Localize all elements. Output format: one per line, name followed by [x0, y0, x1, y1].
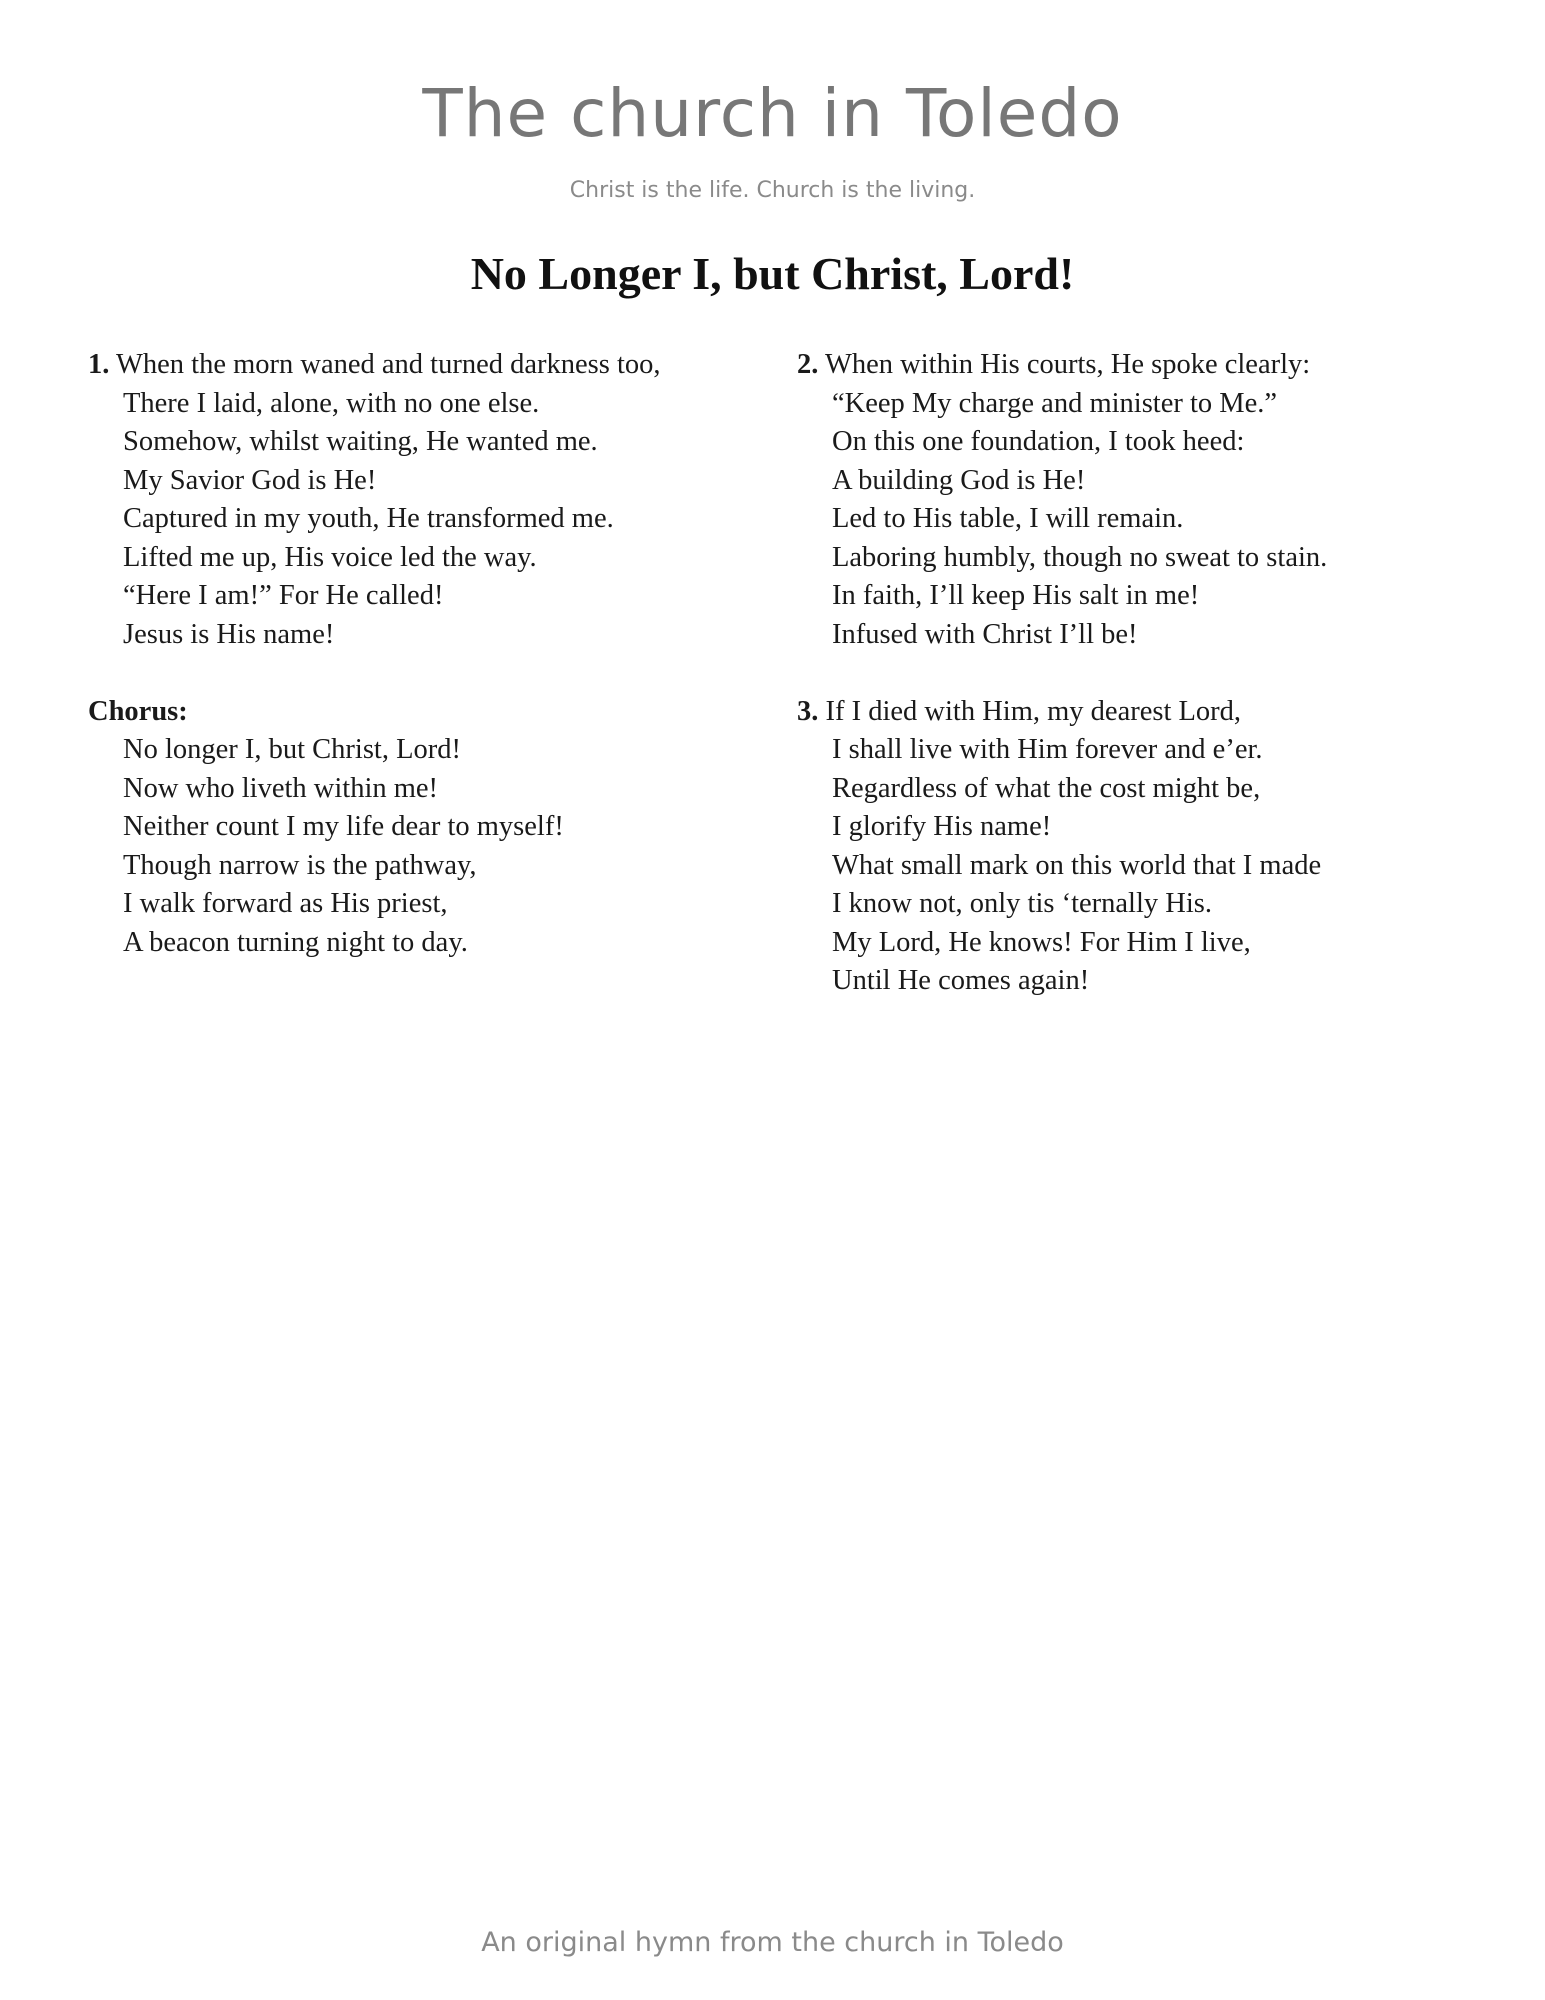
verse-line: Jesus is His name! — [123, 618, 335, 650]
verse-line: When the morn waned and turned darkness too, — [116, 349, 661, 380]
verse-number: 1. — [88, 349, 110, 380]
page-footer: An original hymn from the church in Toledo — [481, 1927, 1064, 1958]
verse-line: When within His courts, He spoke clearly: — [825, 349, 1311, 380]
hymn-title: No Longer I, but Christ, Lord! — [470, 248, 1075, 299]
tagline: Christ is the life. Church is the living. — [569, 178, 976, 203]
verse-line: My Lord, He knows! For Him I live, — [832, 926, 1251, 958]
chorus-line: Though narrow is the pathway, — [123, 849, 477, 881]
verse-line: Laboring humbly, though no sweat to stain. — [832, 541, 1328, 573]
verse-number: 3. — [797, 695, 819, 727]
site-title: The church in Toledo — [422, 75, 1123, 152]
verse-line: Somehow, whilst waiting, He wanted me. — [123, 426, 598, 457]
chorus-line: No longer I, but Christ, Lord! — [123, 734, 461, 765]
verse-number: 2. — [797, 349, 819, 380]
chorus — [88, 693, 768, 963]
verse-line: On this one foundation, I took heed: — [832, 426, 1245, 457]
verse-line: Led to His table, I will remain. — [832, 503, 1184, 534]
right-column — [797, 346, 1477, 1039]
verse-line: I glorify His name! — [832, 811, 1052, 842]
verse-line: “Keep My charge and minister to Me.” — [832, 387, 1278, 419]
verse-line: There I laid, alone, with no one else. — [123, 387, 540, 419]
verse-line: In faith, I’ll keep His salt in me! — [832, 580, 1200, 611]
chorus-line: A beacon turning night to day. — [123, 926, 468, 958]
chorus-line: Neither count I my life dear to myself! — [123, 811, 564, 842]
verse-1 — [88, 346, 768, 654]
verse-1-first-line — [88, 346, 768, 385]
verse-line: What small mark on this world that I made — [832, 849, 1322, 881]
verse-line: Lifted me up, His voice led the way. — [123, 541, 537, 573]
verse-line: If I died with Him, my dearest Lord, — [825, 695, 1242, 727]
verse-line: A building God is He! — [832, 464, 1086, 496]
verse-line: I know not, only tis ‘ternally His. — [832, 888, 1212, 919]
chorus-line: I walk forward as His priest, — [123, 888, 448, 919]
verse-line: Infused with Christ I’ll be! — [832, 618, 1138, 650]
verse-2-first-line — [797, 346, 1477, 385]
verse-3-first-line — [797, 693, 1477, 732]
verse-line: Captured in my youth, He transformed me. — [123, 503, 614, 534]
verse-2 — [797, 346, 1477, 654]
page-header — [0, 66, 1545, 206]
chorus-label: Chorus: — [88, 695, 188, 727]
verse-line: My Savior God is He! — [123, 464, 377, 496]
verse-line: “Here I am!” For He called! — [123, 580, 444, 611]
left-column — [88, 346, 768, 1001]
verse-3 — [797, 693, 1477, 1001]
chorus-line: Now who liveth within me! — [123, 772, 439, 804]
verse-line: Regardless of what the cost might be, — [832, 772, 1261, 804]
verse-line: I shall live with Him forever and e’er. — [832, 734, 1263, 765]
verse-line: Until He comes again! — [832, 965, 1090, 996]
